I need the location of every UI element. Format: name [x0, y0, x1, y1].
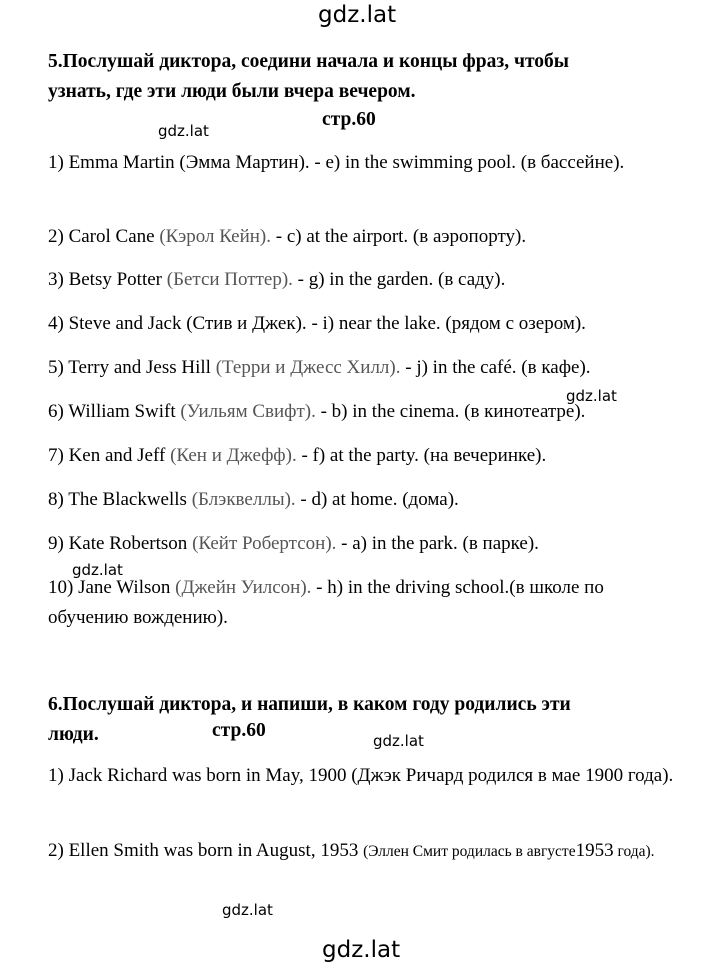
list-item: [48, 836, 688, 867]
list-item: [48, 573, 688, 633]
item-text-ru-end: года).: [613, 843, 655, 860]
item-name-ru: (Стив и Джек).: [186, 313, 307, 334]
watermark-top: gdz.lat: [318, 2, 397, 28]
item-name-ru: (Джейн Уилсон).: [175, 577, 312, 598]
item-name-ru: (Эмма Мартин).: [179, 152, 310, 173]
item-answer: - g) in the garden. (в саду).: [292, 269, 506, 290]
list-item: 1) Jack Richard was born in May, 1900 (Джэк Ричард родился в мае 1900 года).: [48, 765, 674, 786]
item-name-ru: (Кэрол Кейн).: [159, 226, 272, 247]
item-answer: - d) at home. (дома).: [295, 489, 459, 510]
item-name: 7) Ken and Jeff: [48, 445, 166, 466]
item-text-ru: (Эллен Смит родилась в августе: [363, 843, 576, 860]
list-item: [48, 529, 688, 559]
section6-heading-line1: 6.Послушай диктора, и напиши, в каком году родились эти: [48, 694, 571, 715]
item-answer: - f) at the party. (на вечеринке).: [296, 445, 547, 466]
item-name: 10) Jane Wilson: [48, 577, 171, 598]
item-name-ru: (Бетси Поттер).: [166, 269, 293, 290]
list-item: [48, 353, 688, 383]
item-name-ru: (Уильям Свифт).: [180, 401, 316, 422]
item-name-ru: (Терри и Джесс Хилл).: [215, 357, 401, 378]
section5-heading-line1: 5.Послушай диктора, соедини начала и концы фраз, чтобы: [48, 51, 570, 72]
watermark: gdz.lat: [72, 561, 123, 579]
list-item: [48, 309, 688, 339]
item-name: 4) Steve and Jack: [48, 313, 182, 334]
item-name: 8) The Blackwells: [48, 489, 187, 510]
item-name-ru: (Блэквеллы).: [191, 489, 296, 510]
section5-page-ref: стр.60: [322, 109, 376, 130]
list-item: [48, 441, 688, 471]
watermark: gdz.lat: [158, 122, 209, 140]
item-text: 2) Ellen Smith was born in August, 1953: [48, 840, 359, 861]
watermark: gdz.lat: [373, 732, 424, 750]
item-name-ru: (Кен и Джефф).: [170, 445, 297, 466]
item-name: 3) Betsy Potter: [48, 269, 162, 290]
list-item: [48, 485, 688, 515]
watermark: gdz.lat: [222, 901, 273, 919]
section6-heading: [48, 690, 571, 750]
section6-page-ref: стр.60: [212, 720, 266, 741]
item-answer: - h) in the driving school.(в школе по обучению вождению).: [48, 577, 604, 628]
item-answer: - a) in the park. (в парке).: [336, 533, 539, 554]
item-answer: - e) in the swimming pool. (в бассейне).: [309, 152, 625, 173]
section6-heading-line2: люди.: [48, 724, 99, 745]
item-answer: - i) near the lake. (рядом с озером).: [306, 313, 586, 334]
section5-heading-line2: узнать, где эти люди были вчера вечером.: [48, 81, 416, 102]
item-answer: - c) at the airport. (в аэропорту).: [271, 226, 527, 247]
item-name: 5) Terry and Jess Hill: [48, 357, 211, 378]
list-item: [48, 148, 688, 178]
watermark-bottom: gdz.lat: [322, 937, 401, 963]
item-name: 9) Kate Robertson: [48, 533, 188, 554]
list-item: [48, 397, 688, 427]
item-year: 1953: [575, 840, 614, 861]
item-name: 6) William Swift: [48, 401, 176, 422]
list-item: [48, 222, 688, 252]
item-name: 1) Emma Martin: [48, 152, 175, 173]
section5-heading: [48, 47, 569, 107]
item-name-ru: (Кейт Робертсон).: [192, 533, 337, 554]
watermark: gdz.lat: [566, 387, 617, 405]
item-answer: - b) in the cinema. (в кинотеатре).: [315, 401, 586, 422]
item-answer: - j) in the café. (в кафе).: [400, 357, 591, 378]
item-name: 2) Carol Cane: [48, 226, 155, 247]
list-item: [48, 265, 688, 295]
